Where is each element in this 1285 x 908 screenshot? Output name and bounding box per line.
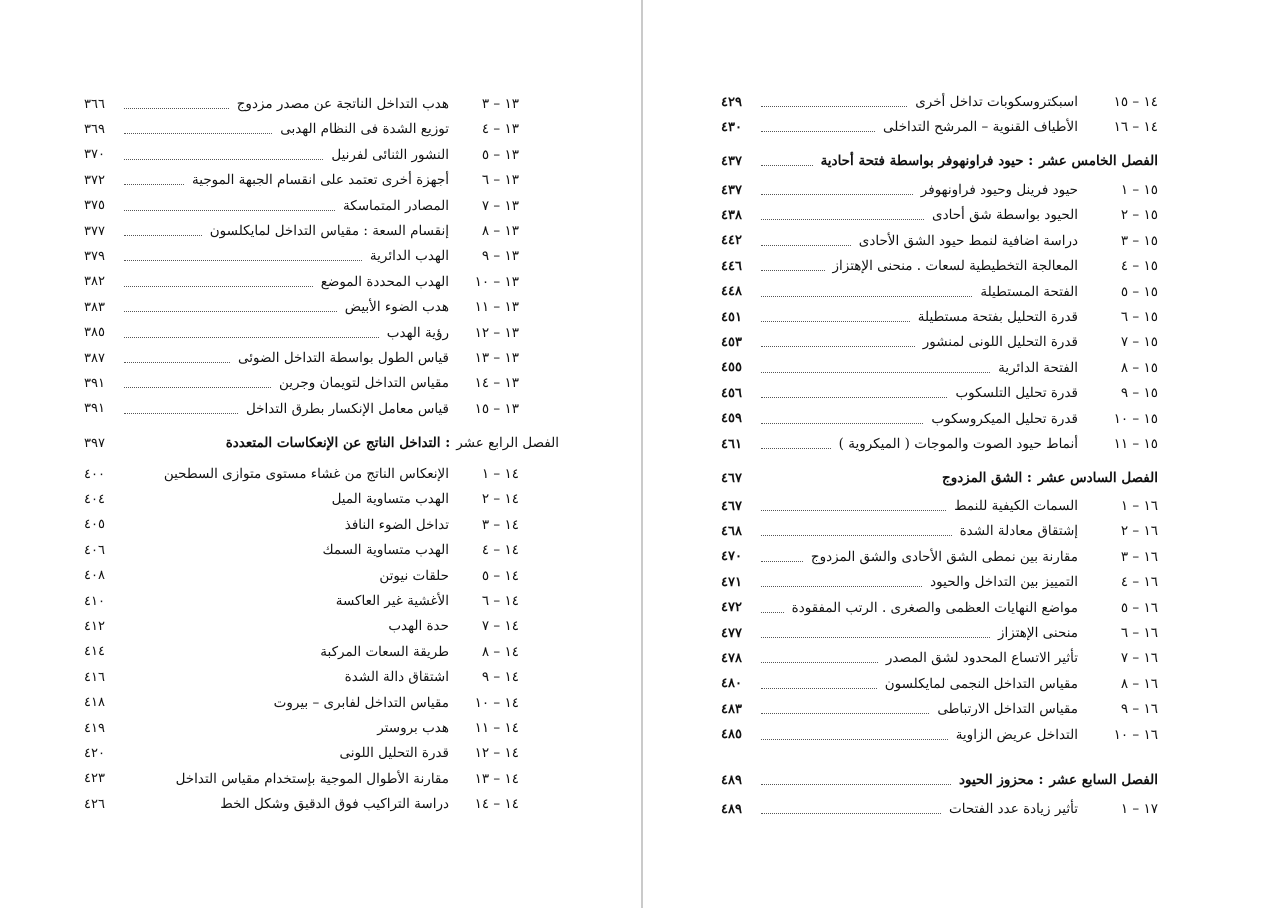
page-number: ٤١٠ — [84, 593, 105, 609]
section-title: إشتقاق معادلة الشدة — [959, 523, 1078, 540]
page-number: ٤٢٦ — [84, 796, 105, 812]
section-title: قدرة التحليل اللونى — [339, 745, 449, 762]
toc-entry — [721, 280, 1158, 304]
section-number: ١٤ – ٤ — [481, 542, 519, 559]
toc-entry — [84, 371, 519, 395]
dot-leader — [124, 707, 266, 708]
section-number: ١٦ – ١٠ — [1113, 726, 1158, 743]
dot-leader — [761, 637, 990, 638]
page-number: ٤٠٥ — [84, 517, 105, 533]
section-title: الأغشية غير العاكسة — [335, 593, 449, 609]
chapter-title: : التداخل الناتج عن الإنعكاسات المتعددة — [225, 435, 451, 451]
toc-entry — [84, 691, 519, 715]
page-number: ٣٨٣ — [84, 299, 105, 315]
section-number: ١٣ – ٦ — [481, 172, 519, 189]
section-number: ١٣ – ١٥ — [474, 400, 519, 417]
toc-entry — [84, 117, 519, 141]
toc-entry — [84, 270, 519, 294]
page-number: ٣٩١ — [84, 375, 105, 391]
page-number: ٣٧٠ — [84, 147, 105, 163]
page-number: ٤٤٢ — [721, 233, 742, 249]
toc-entry — [721, 178, 1158, 202]
dot-leader — [124, 286, 313, 287]
section-title: مقياس التداخل الارتباطى — [937, 701, 1078, 718]
section-title: حدة الهدب — [388, 618, 449, 635]
page-number: ٤٢٩ — [721, 94, 742, 110]
dot-leader — [124, 210, 335, 211]
page-number: ٤٨٩ — [721, 801, 742, 817]
toc-entry — [721, 646, 1158, 670]
dot-leader — [761, 131, 875, 132]
page-number: ٤٣٧ — [721, 153, 742, 169]
page-number: ٣٧٥ — [84, 198, 105, 214]
dot-leader — [124, 159, 323, 160]
chapter-title: : محزوز الحيود — [958, 772, 1044, 788]
section-title: الحيود بواسطة شق أحادى — [932, 207, 1078, 224]
dot-leader — [124, 447, 218, 448]
chapter-title: : حيود فراونهوفر بواسطة فتحة أحادية — [820, 153, 1034, 169]
section-title: هدب بروستر — [377, 720, 449, 736]
section-number: ١٥ – ٣ — [1120, 232, 1158, 249]
section-title: طريقة السعات المركبة — [320, 643, 449, 660]
dot-leader — [761, 813, 941, 814]
page-number: ٤٧٠ — [721, 549, 742, 565]
page-number: ٤٨٣ — [721, 701, 742, 717]
section-title: الهدب الدائرية — [369, 248, 449, 265]
section-title: مقياس التداخل لفابرى – بيروت — [273, 694, 449, 711]
toc-entry — [84, 665, 519, 689]
chapter-label: الفصل الرابع عشر — [456, 435, 559, 451]
section-number: ١٤ – ١ — [481, 466, 519, 482]
page-number: ٤٤٦ — [721, 258, 742, 274]
section-number: ١٦ – ٦ — [1120, 625, 1158, 641]
section-number: ١٥ – ٧ — [1120, 334, 1158, 351]
section-title: مواضع النهايات العظمى والصغرى . الرتب المفقودة — [791, 599, 1078, 616]
section-title: هدب التداخل الناتجة عن مصدر مزدوج — [236, 96, 449, 112]
dot-leader — [761, 270, 825, 271]
page-number: ٤٢٣ — [84, 771, 105, 787]
section-title: المعالجة التخطيطية لسعات . منحنى الإهتزاز — [832, 258, 1078, 275]
section-number: ١٣ – ١٤ — [474, 375, 519, 392]
dot-leader — [761, 713, 929, 714]
page-number: ٤٥٣ — [721, 334, 742, 350]
page-number: ٤٣٨ — [721, 207, 742, 223]
dot-leader — [761, 448, 831, 449]
section-number: ١٦ – ٩ — [1120, 701, 1158, 718]
section-title: قدرة تحليل الميكروسكوب — [931, 410, 1078, 427]
section-number: ١٣ – ٣ — [481, 96, 519, 112]
section-number: ١٤ – ٥ — [481, 567, 519, 584]
section-title: الفتحة الدائرية — [998, 359, 1078, 376]
dot-leader — [761, 482, 934, 483]
section-title: منحنى الإهتزاز — [998, 625, 1078, 641]
section-title: إنقسام السعة : مقياس التداخل لمايكلسون — [209, 223, 449, 239]
dot-leader — [761, 165, 813, 166]
section-number: ١٤ – ١٤ — [474, 796, 519, 813]
toc-entry — [721, 621, 1158, 645]
toc-entry — [721, 229, 1158, 253]
toc-entry — [721, 330, 1158, 354]
toc-entry — [721, 545, 1158, 569]
dot-leader — [761, 219, 924, 220]
section-title: دراسة التراكيب فوق الدقيق وشكل الخط — [220, 796, 449, 813]
toc-entry — [721, 432, 1158, 456]
section-title: الفتحة المستطيلة — [980, 283, 1078, 300]
toc-entry — [721, 305, 1158, 329]
section-title: التمييز بين التداخل والحيود — [930, 574, 1078, 591]
chapter-label: الفصل الخامس عشر — [1039, 153, 1158, 169]
section-title: حيود فرينل وحيود فراونهوفر — [920, 182, 1078, 198]
section-number: ١٤ – ١٣ — [474, 770, 519, 787]
dot-leader — [124, 133, 272, 134]
dot-leader — [124, 260, 362, 261]
section-number: ١٥ – ٥ — [1120, 283, 1158, 300]
right-page — [643, 0, 1285, 908]
toc-entry — [84, 168, 519, 192]
toc-entry — [84, 716, 519, 740]
section-title: مقياس التداخل لتويمان وجرين — [278, 375, 449, 392]
section-title: تأثير زيادة عدد الفتحات — [949, 801, 1078, 817]
section-number: ١٣ – ٧ — [481, 197, 519, 214]
dot-leader — [124, 554, 314, 555]
toc-entry — [84, 219, 519, 243]
page-number: ٤٦٨ — [721, 523, 742, 539]
section-title: هدب الضوء الأبيض — [344, 299, 449, 316]
section-number: ١٣ – ٩ — [481, 248, 519, 265]
page-number: ٣٨٢ — [84, 274, 105, 290]
dot-leader — [124, 757, 332, 758]
page-number: ٣٧٧ — [84, 223, 105, 239]
page-number: ٤٥١ — [721, 309, 742, 325]
section-number: ١٣ – ٤ — [481, 121, 519, 138]
dot-leader — [761, 739, 948, 740]
page-number: ٣٦٩ — [84, 121, 105, 137]
section-number: ١٥ – ٨ — [1120, 359, 1158, 376]
dot-leader — [761, 423, 923, 424]
section-title: اسبكتروسكوبات تداخل أخرى — [915, 94, 1078, 110]
section-title: تأثير الاتساع المحدود لشق المصدر — [885, 650, 1078, 667]
section-number: ١٣ – ١٣ — [474, 350, 519, 366]
section-number: ١٤ – ٦ — [481, 593, 519, 609]
dot-leader — [124, 605, 328, 606]
section-number: ١٥ – ١٠ — [1113, 410, 1158, 427]
section-title: تداخل الضوء النافذ — [344, 516, 449, 533]
toc-entry — [84, 767, 519, 791]
dot-leader — [761, 346, 915, 347]
dot-leader — [761, 784, 951, 785]
section-number: ١٣ – ١٠ — [474, 273, 519, 290]
dot-leader — [761, 397, 947, 398]
section-number: ١٦ – ١ — [1120, 498, 1158, 514]
section-title: قدرة تحليل التلسكوب — [955, 385, 1078, 402]
section-number: ١٤ – ١٠ — [474, 694, 519, 711]
page-number: ٣٦٦ — [84, 96, 105, 112]
section-number: ١٥ – ١١ — [1113, 436, 1158, 452]
toc-entry — [721, 672, 1158, 696]
section-title: أجهزة أخرى تعتمد على انقسام الجبهة الموجية — [192, 172, 449, 189]
toc-entry — [84, 538, 519, 562]
section-number: ١٤ – ٧ — [481, 618, 519, 635]
section-number: ١٣ – ١٢ — [474, 324, 519, 341]
toc-entry — [84, 244, 519, 268]
page-number: ٣٧٢ — [84, 172, 105, 188]
dot-leader — [124, 783, 168, 784]
page-number: ٤٧١ — [721, 574, 742, 590]
chapter-heading — [721, 768, 1158, 792]
section-number: ١٤ – ٩ — [481, 669, 519, 686]
section-number: ١٥ – ١ — [1120, 182, 1158, 198]
section-number: ١٥ – ٦ — [1120, 309, 1158, 325]
dot-leader — [761, 106, 907, 107]
section-number: ١٤ – ١٥ — [1113, 94, 1158, 110]
section-number: ١٤ – ٣ — [481, 516, 519, 533]
toc-entry — [721, 203, 1158, 227]
dot-leader — [761, 561, 803, 562]
toc-entry — [84, 487, 519, 511]
page-number: ٤٢٠ — [84, 745, 105, 761]
dot-leader — [761, 586, 922, 587]
dot-leader — [124, 184, 184, 185]
section-title: الهدب المحددة الموضع — [320, 273, 449, 290]
section-title: حلقات نيوتن — [379, 567, 449, 584]
toc-entry — [84, 614, 519, 638]
page-number: ٣٨٥ — [84, 325, 105, 341]
section-title: اشتقاق دالة الشدة — [344, 669, 449, 686]
section-number: ١٤ – ٢ — [481, 491, 519, 508]
toc-entry — [721, 519, 1158, 543]
page-number: ٤٨٩ — [721, 772, 742, 788]
dot-leader — [124, 108, 229, 109]
toc-entry — [84, 295, 519, 319]
section-title: الإنعكاس الناتج من غشاء مستوى متوازى السطحين — [163, 466, 449, 482]
page-number: ٤٨٠ — [721, 676, 742, 692]
toc-entry — [84, 589, 519, 613]
section-number: ١٤ – ١١ — [474, 720, 519, 736]
section-title: الأطياف القنوية – المرشح التداخلى — [882, 119, 1078, 136]
dot-leader — [761, 535, 952, 536]
dot-leader — [124, 413, 238, 414]
chapter-heading — [721, 149, 1158, 173]
page-number: ٤٤٨ — [721, 284, 742, 300]
page-number: ٤٨٥ — [721, 727, 742, 743]
dot-leader — [124, 503, 324, 504]
page-number: ٤١٩ — [84, 720, 105, 736]
dot-leader — [124, 235, 202, 236]
page-number: ٤٠٨ — [84, 568, 105, 584]
page-number: ٤١٨ — [84, 695, 105, 711]
chapter-heading — [721, 466, 1158, 490]
dot-leader — [761, 662, 878, 663]
section-number: ١٣ – ١١ — [474, 299, 519, 316]
toc-entry — [721, 596, 1158, 620]
toc-entry — [84, 397, 519, 421]
toc-entry — [721, 570, 1158, 594]
page-number: ٤٧٢ — [721, 600, 742, 616]
page-number: ٤٧٧ — [721, 625, 742, 641]
toc-entry — [721, 381, 1158, 405]
dot-leader — [124, 808, 212, 809]
toc-entry — [84, 640, 519, 664]
section-number: ١٦ – ٥ — [1120, 599, 1158, 616]
dot-leader — [124, 580, 371, 581]
page-number: ٤٦٧ — [721, 470, 742, 486]
section-title: قدرة التحليل بفتحة مستطيلة — [917, 309, 1078, 325]
toc-entry — [84, 92, 519, 116]
section-title: المصادر المتماسكة — [343, 197, 449, 214]
toc-entry — [84, 321, 519, 345]
dot-leader — [761, 321, 910, 322]
page-number: ٤٦١ — [721, 436, 742, 452]
toc-entry — [721, 90, 1158, 114]
page-number: ٣٩١ — [84, 401, 105, 417]
left-page — [0, 0, 642, 908]
toc-entry — [721, 723, 1158, 747]
page-number: ٤٠٦ — [84, 542, 105, 558]
toc-entry — [721, 407, 1158, 431]
section-title: أنماط حيود الصوت والموجات ( الميكروية ) — [838, 436, 1078, 452]
page-number: ٤٥٥ — [721, 360, 742, 376]
dot-leader — [761, 510, 946, 511]
dot-leader — [124, 656, 312, 657]
page-number: ٤٥٦ — [721, 385, 742, 401]
section-title: الهدب متساوية الميل — [331, 491, 449, 508]
page-number: ٣٩٧ — [84, 435, 105, 451]
dot-leader — [761, 296, 972, 297]
toc-entry — [84, 741, 519, 765]
section-number: ١٦ – ٧ — [1120, 650, 1158, 667]
section-number: ١٦ – ٤ — [1120, 574, 1158, 591]
dot-leader — [761, 245, 851, 246]
dot-leader — [761, 372, 990, 373]
section-title: السمات الكيفية للنمط — [954, 498, 1078, 514]
page-number: ٤٦٧ — [721, 498, 742, 514]
dot-leader — [124, 387, 271, 388]
page-number: ٤٠٠ — [84, 466, 105, 482]
toc-entry — [84, 462, 519, 486]
toc-entry — [721, 356, 1158, 380]
toc-entry — [84, 194, 519, 218]
chapter-title: : الشق المزدوج — [941, 470, 1032, 486]
toc-entry — [721, 797, 1158, 821]
section-number: ١٥ – ٤ — [1120, 258, 1158, 275]
toc-entry — [84, 513, 519, 537]
section-number: ١٦ – ٨ — [1120, 675, 1158, 692]
page-number: ٤٥٩ — [721, 411, 742, 427]
dot-leader — [124, 732, 369, 733]
section-number: ١٤ – ١٦ — [1113, 119, 1158, 136]
section-title: قياس الطول بواسطة التداخل الضوئى — [237, 350, 449, 366]
section-title: قياس معامل الإنكسار بطرق التداخل — [245, 400, 449, 417]
section-title: قدرة التحليل اللونى لمنشور — [922, 334, 1078, 351]
dot-leader — [761, 194, 913, 195]
dot-leader — [124, 311, 337, 312]
chapter-heading — [84, 431, 559, 455]
toc-entry — [84, 143, 519, 167]
chapter-label: الفصل السادس عشر — [1037, 470, 1158, 486]
section-number: ١٣ – ٨ — [481, 223, 519, 239]
section-number: ١٦ – ٣ — [1120, 548, 1158, 565]
section-title: رؤية الهدب — [386, 324, 449, 341]
page-number: ٤٠٤ — [84, 491, 105, 507]
toc-entry — [84, 564, 519, 588]
page-number: ٤١٤ — [84, 644, 105, 660]
page-number: ٤٣٧ — [721, 182, 742, 198]
dot-leader — [124, 630, 380, 631]
section-number: ١٥ – ٢ — [1120, 207, 1158, 224]
page-number: ٤١٦ — [84, 669, 105, 685]
dot-leader — [124, 681, 337, 682]
section-title: التداخل عريض الزاوية — [955, 726, 1078, 743]
dot-leader — [124, 337, 379, 338]
section-number: ١٧ – ١ — [1120, 801, 1158, 817]
section-title: مقارنة الأطوال الموجية بإستخدام مقياس التداخل — [175, 770, 449, 787]
toc-entry — [721, 254, 1158, 278]
section-title: مقياس التداخل النجمى لمايكلسون — [884, 675, 1078, 692]
dot-leader — [124, 529, 337, 530]
chapter-label: الفصل السابع عشر — [1049, 772, 1158, 788]
page-number: ٤٣٠ — [721, 119, 742, 135]
toc-entry — [721, 494, 1158, 518]
section-title: توزيع الشدة فى النظام الهدبى — [280, 121, 449, 138]
section-title: الهدب متساوية السمك — [322, 542, 449, 559]
toc-entry — [721, 697, 1158, 721]
page-number: ٤٧٨ — [721, 650, 742, 666]
section-title: دراسة اضافية لنمط حيود الشق الأحادى — [858, 232, 1078, 249]
section-number: ١٥ – ٩ — [1120, 385, 1158, 402]
section-number: ١٦ – ٢ — [1120, 523, 1158, 540]
toc-entry — [84, 346, 519, 370]
dot-leader — [124, 362, 230, 363]
page-number: ٣٨٧ — [84, 350, 105, 366]
section-title: النشور الثنائى لفرنيل — [331, 146, 449, 163]
section-number: ١٣ – ٥ — [481, 146, 519, 163]
toc-entry — [84, 792, 519, 816]
toc-entry — [721, 115, 1158, 139]
section-number: ١٤ – ٨ — [481, 643, 519, 660]
dot-leader — [761, 612, 784, 613]
section-title: مقارنة بين نمطى الشق الأحادى والشق المزدوج — [810, 548, 1078, 565]
page-number: ٣٧٩ — [84, 248, 105, 264]
dot-leader — [124, 478, 156, 479]
dot-leader — [761, 688, 877, 689]
section-number: ١٤ – ١٢ — [474, 745, 519, 762]
page-number: ٤١٢ — [84, 618, 105, 634]
